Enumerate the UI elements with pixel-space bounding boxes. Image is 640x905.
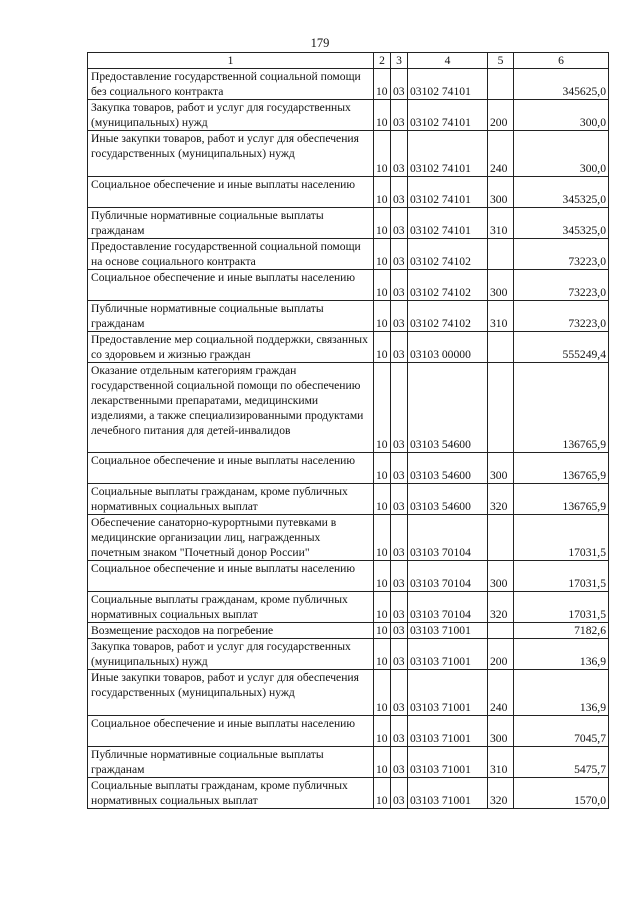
row-amount-cell: 1570,0 <box>514 778 609 809</box>
row-subsection-cell: 03 <box>391 623 408 639</box>
row-expense-type-cell <box>488 332 514 363</box>
row-subsection-cell: 03 <box>391 208 408 239</box>
row-target-code-cell: 03103 70104 <box>408 515 488 561</box>
row-subsection-cell: 03 <box>391 131 408 177</box>
row-subsection-cell: 03 <box>391 778 408 809</box>
row-amount-cell: 17031,5 <box>514 561 609 592</box>
row-target-code-cell: 03103 00000 <box>408 332 488 363</box>
row-expense-type-cell <box>488 363 514 453</box>
row-expense-type-cell: 310 <box>488 301 514 332</box>
row-subsection-cell: 03 <box>391 363 408 453</box>
row-amount-cell: 17031,5 <box>514 592 609 623</box>
row-expense-type-cell: 300 <box>488 561 514 592</box>
row-name-cell: Предоставление мер социальной поддержки, связанных со здоровьем и жизнью граждан <box>88 332 374 363</box>
row-section-cell: 10 <box>374 270 391 301</box>
row-expense-type-cell: 320 <box>488 778 514 809</box>
row-expense-type-cell: 240 <box>488 670 514 716</box>
row-target-code-cell: 03103 71001 <box>408 778 488 809</box>
row-expense-type-cell <box>488 623 514 639</box>
row-target-code-cell: 03103 71001 <box>408 623 488 639</box>
table-row <box>88 515 609 561</box>
row-expense-type-cell: 300 <box>488 716 514 747</box>
row-section-cell: 10 <box>374 301 391 332</box>
row-expense-type-cell <box>488 515 514 561</box>
row-amount-cell: 555249,4 <box>514 332 609 363</box>
row-target-code-cell: 03102 74102 <box>408 239 488 270</box>
table-row <box>88 100 609 131</box>
row-subsection-cell: 03 <box>391 592 408 623</box>
row-section-cell: 10 <box>374 69 391 100</box>
row-amount-cell: 7045,7 <box>514 716 609 747</box>
table-row <box>88 332 609 363</box>
table-row <box>88 484 609 515</box>
budget-table <box>87 52 609 809</box>
row-subsection-cell: 03 <box>391 561 408 592</box>
row-name-cell: Социальное обеспечение и иные выплаты населению <box>88 270 374 301</box>
row-name-cell: Оказание отдельным категориям граждан государственной социальной помощи по обеспечению лекарственными препаратами, медицинскими изделиями, а также специализированными продуктами лечебного питания для детей-инвалидов <box>88 363 374 453</box>
row-subsection-cell: 03 <box>391 239 408 270</box>
header-col-4: 4 <box>408 53 488 69</box>
row-section-cell: 10 <box>374 208 391 239</box>
row-subsection-cell: 03 <box>391 332 408 363</box>
row-target-code-cell: 03102 74101 <box>408 69 488 100</box>
table-header <box>88 53 609 69</box>
row-section-cell: 10 <box>374 332 391 363</box>
table-row <box>88 747 609 778</box>
table-row <box>88 177 609 208</box>
row-name-cell: Закупка товаров, работ и услуг для государственных (муниципальных) нужд <box>88 100 374 131</box>
row-subsection-cell: 03 <box>391 484 408 515</box>
row-subsection-cell: 03 <box>391 515 408 561</box>
row-subsection-cell: 03 <box>391 100 408 131</box>
row-name-cell: Социальные выплаты гражданам, кроме публичных нормативных социальных выплат <box>88 592 374 623</box>
page-number: 179 <box>310 36 330 50</box>
row-section-cell: 10 <box>374 484 391 515</box>
row-subsection-cell: 03 <box>391 747 408 778</box>
row-expense-type-cell: 300 <box>488 177 514 208</box>
row-target-code-cell: 03103 71001 <box>408 747 488 778</box>
row-amount-cell: 136765,9 <box>514 453 609 484</box>
row-target-code-cell: 03103 71001 <box>408 639 488 670</box>
row-section-cell: 10 <box>374 515 391 561</box>
row-target-code-cell: 03102 74101 <box>408 100 488 131</box>
row-name-cell: Предоставление государственной социальной помощи на основе социального контракта <box>88 239 374 270</box>
row-name-cell: Публичные нормативные социальные выплаты гражданам <box>88 301 374 332</box>
row-target-code-cell: 03103 70104 <box>408 592 488 623</box>
row-expense-type-cell <box>488 69 514 100</box>
table-row <box>88 639 609 670</box>
row-section-cell: 10 <box>374 592 391 623</box>
row-section-cell: 10 <box>374 778 391 809</box>
row-expense-type-cell: 310 <box>488 747 514 778</box>
row-name-cell: Возмещение расходов на погребение <box>88 623 374 639</box>
table-row <box>88 778 609 809</box>
row-target-code-cell: 03103 54600 <box>408 363 488 453</box>
row-amount-cell: 136765,9 <box>514 363 609 453</box>
row-amount-cell: 73223,0 <box>514 270 609 301</box>
row-subsection-cell: 03 <box>391 453 408 484</box>
row-amount-cell: 300,0 <box>514 100 609 131</box>
row-expense-type-cell: 300 <box>488 270 514 301</box>
header-col-3: 3 <box>391 53 408 69</box>
row-section-cell: 10 <box>374 639 391 670</box>
row-amount-cell: 73223,0 <box>514 301 609 332</box>
row-target-code-cell: 03103 70104 <box>408 561 488 592</box>
row-amount-cell: 345625,0 <box>514 69 609 100</box>
row-subsection-cell: 03 <box>391 301 408 332</box>
row-name-cell: Обеспечение санаторно-курортными путевками в медицинские организации лиц, награжденных почетным знаком "Почетный донор России" <box>88 515 374 561</box>
header-row <box>88 53 609 69</box>
row-section-cell: 10 <box>374 100 391 131</box>
row-target-code-cell: 03103 71001 <box>408 670 488 716</box>
row-target-code-cell: 03103 71001 <box>408 716 488 747</box>
table-row <box>88 131 609 177</box>
row-amount-cell: 7182,6 <box>514 623 609 639</box>
table-row <box>88 670 609 716</box>
row-target-code-cell: 03102 74101 <box>408 208 488 239</box>
row-expense-type-cell: 320 <box>488 484 514 515</box>
table-row <box>88 301 609 332</box>
row-target-code-cell: 03102 74102 <box>408 301 488 332</box>
row-amount-cell: 5475,7 <box>514 747 609 778</box>
row-section-cell: 10 <box>374 623 391 639</box>
row-section-cell: 10 <box>374 239 391 270</box>
row-target-code-cell: 03102 74101 <box>408 177 488 208</box>
row-subsection-cell: 03 <box>391 270 408 301</box>
row-name-cell: Социальные выплаты гражданам, кроме публичных нормативных социальных выплат <box>88 778 374 809</box>
row-expense-type-cell: 300 <box>488 453 514 484</box>
row-expense-type-cell: 240 <box>488 131 514 177</box>
row-target-code-cell: 03103 54600 <box>408 484 488 515</box>
row-expense-type-cell: 320 <box>488 592 514 623</box>
row-section-cell: 10 <box>374 363 391 453</box>
row-amount-cell: 73223,0 <box>514 239 609 270</box>
row-subsection-cell: 03 <box>391 670 408 716</box>
row-amount-cell: 300,0 <box>514 131 609 177</box>
row-name-cell: Закупка товаров, работ и услуг для государственных (муниципальных) нужд <box>88 639 374 670</box>
row-expense-type-cell: 200 <box>488 639 514 670</box>
row-expense-type-cell: 200 <box>488 100 514 131</box>
table-row <box>88 623 609 639</box>
row-name-cell: Социальные выплаты гражданам, кроме публичных нормативных социальных выплат <box>88 484 374 515</box>
row-section-cell: 10 <box>374 670 391 716</box>
table-row <box>88 239 609 270</box>
table-row <box>88 561 609 592</box>
table-row <box>88 363 609 453</box>
row-section-cell: 10 <box>374 716 391 747</box>
row-name-cell: Социальное обеспечение и иные выплаты населению <box>88 177 374 208</box>
row-section-cell: 10 <box>374 453 391 484</box>
row-section-cell: 10 <box>374 131 391 177</box>
row-amount-cell: 345325,0 <box>514 208 609 239</box>
table-row <box>88 453 609 484</box>
row-section-cell: 10 <box>374 177 391 208</box>
row-name-cell: Публичные нормативные социальные выплаты гражданам <box>88 208 374 239</box>
row-amount-cell: 136,9 <box>514 670 609 716</box>
row-name-cell: Социальное обеспечение и иные выплаты населению <box>88 453 374 484</box>
row-amount-cell: 345325,0 <box>514 177 609 208</box>
row-name-cell: Публичные нормативные социальные выплаты гражданам <box>88 747 374 778</box>
row-name-cell: Иные закупки товаров, работ и услуг для обеспечения государственных (муниципальных) нужд <box>88 670 374 716</box>
table-row <box>88 270 609 301</box>
row-target-code-cell: 03102 74101 <box>408 131 488 177</box>
row-subsection-cell: 03 <box>391 716 408 747</box>
row-target-code-cell: 03103 54600 <box>408 453 488 484</box>
row-name-cell: Предоставление государственной социальной помощи без социального контракта <box>88 69 374 100</box>
table-row <box>88 69 609 100</box>
table-row <box>88 208 609 239</box>
row-name-cell: Социальное обеспечение и иные выплаты населению <box>88 561 374 592</box>
row-expense-type-cell <box>488 239 514 270</box>
header-col-1: 1 <box>88 53 374 69</box>
header-col-6: 6 <box>514 53 609 69</box>
row-subsection-cell: 03 <box>391 639 408 670</box>
table-body <box>88 69 609 809</box>
row-subsection-cell: 03 <box>391 177 408 208</box>
row-amount-cell: 136,9 <box>514 639 609 670</box>
header-col-2: 2 <box>374 53 391 69</box>
row-subsection-cell: 03 <box>391 69 408 100</box>
header-col-5: 5 <box>488 53 514 69</box>
row-target-code-cell: 03102 74102 <box>408 270 488 301</box>
table-row <box>88 716 609 747</box>
row-name-cell: Социальное обеспечение и иные выплаты населению <box>88 716 374 747</box>
row-section-cell: 10 <box>374 561 391 592</box>
row-section-cell: 10 <box>374 747 391 778</box>
row-amount-cell: 17031,5 <box>514 515 609 561</box>
table-row <box>88 592 609 623</box>
row-amount-cell: 136765,9 <box>514 484 609 515</box>
row-expense-type-cell: 310 <box>488 208 514 239</box>
row-name-cell: Иные закупки товаров, работ и услуг для обеспечения государственных (муниципальных) нужд <box>88 131 374 177</box>
